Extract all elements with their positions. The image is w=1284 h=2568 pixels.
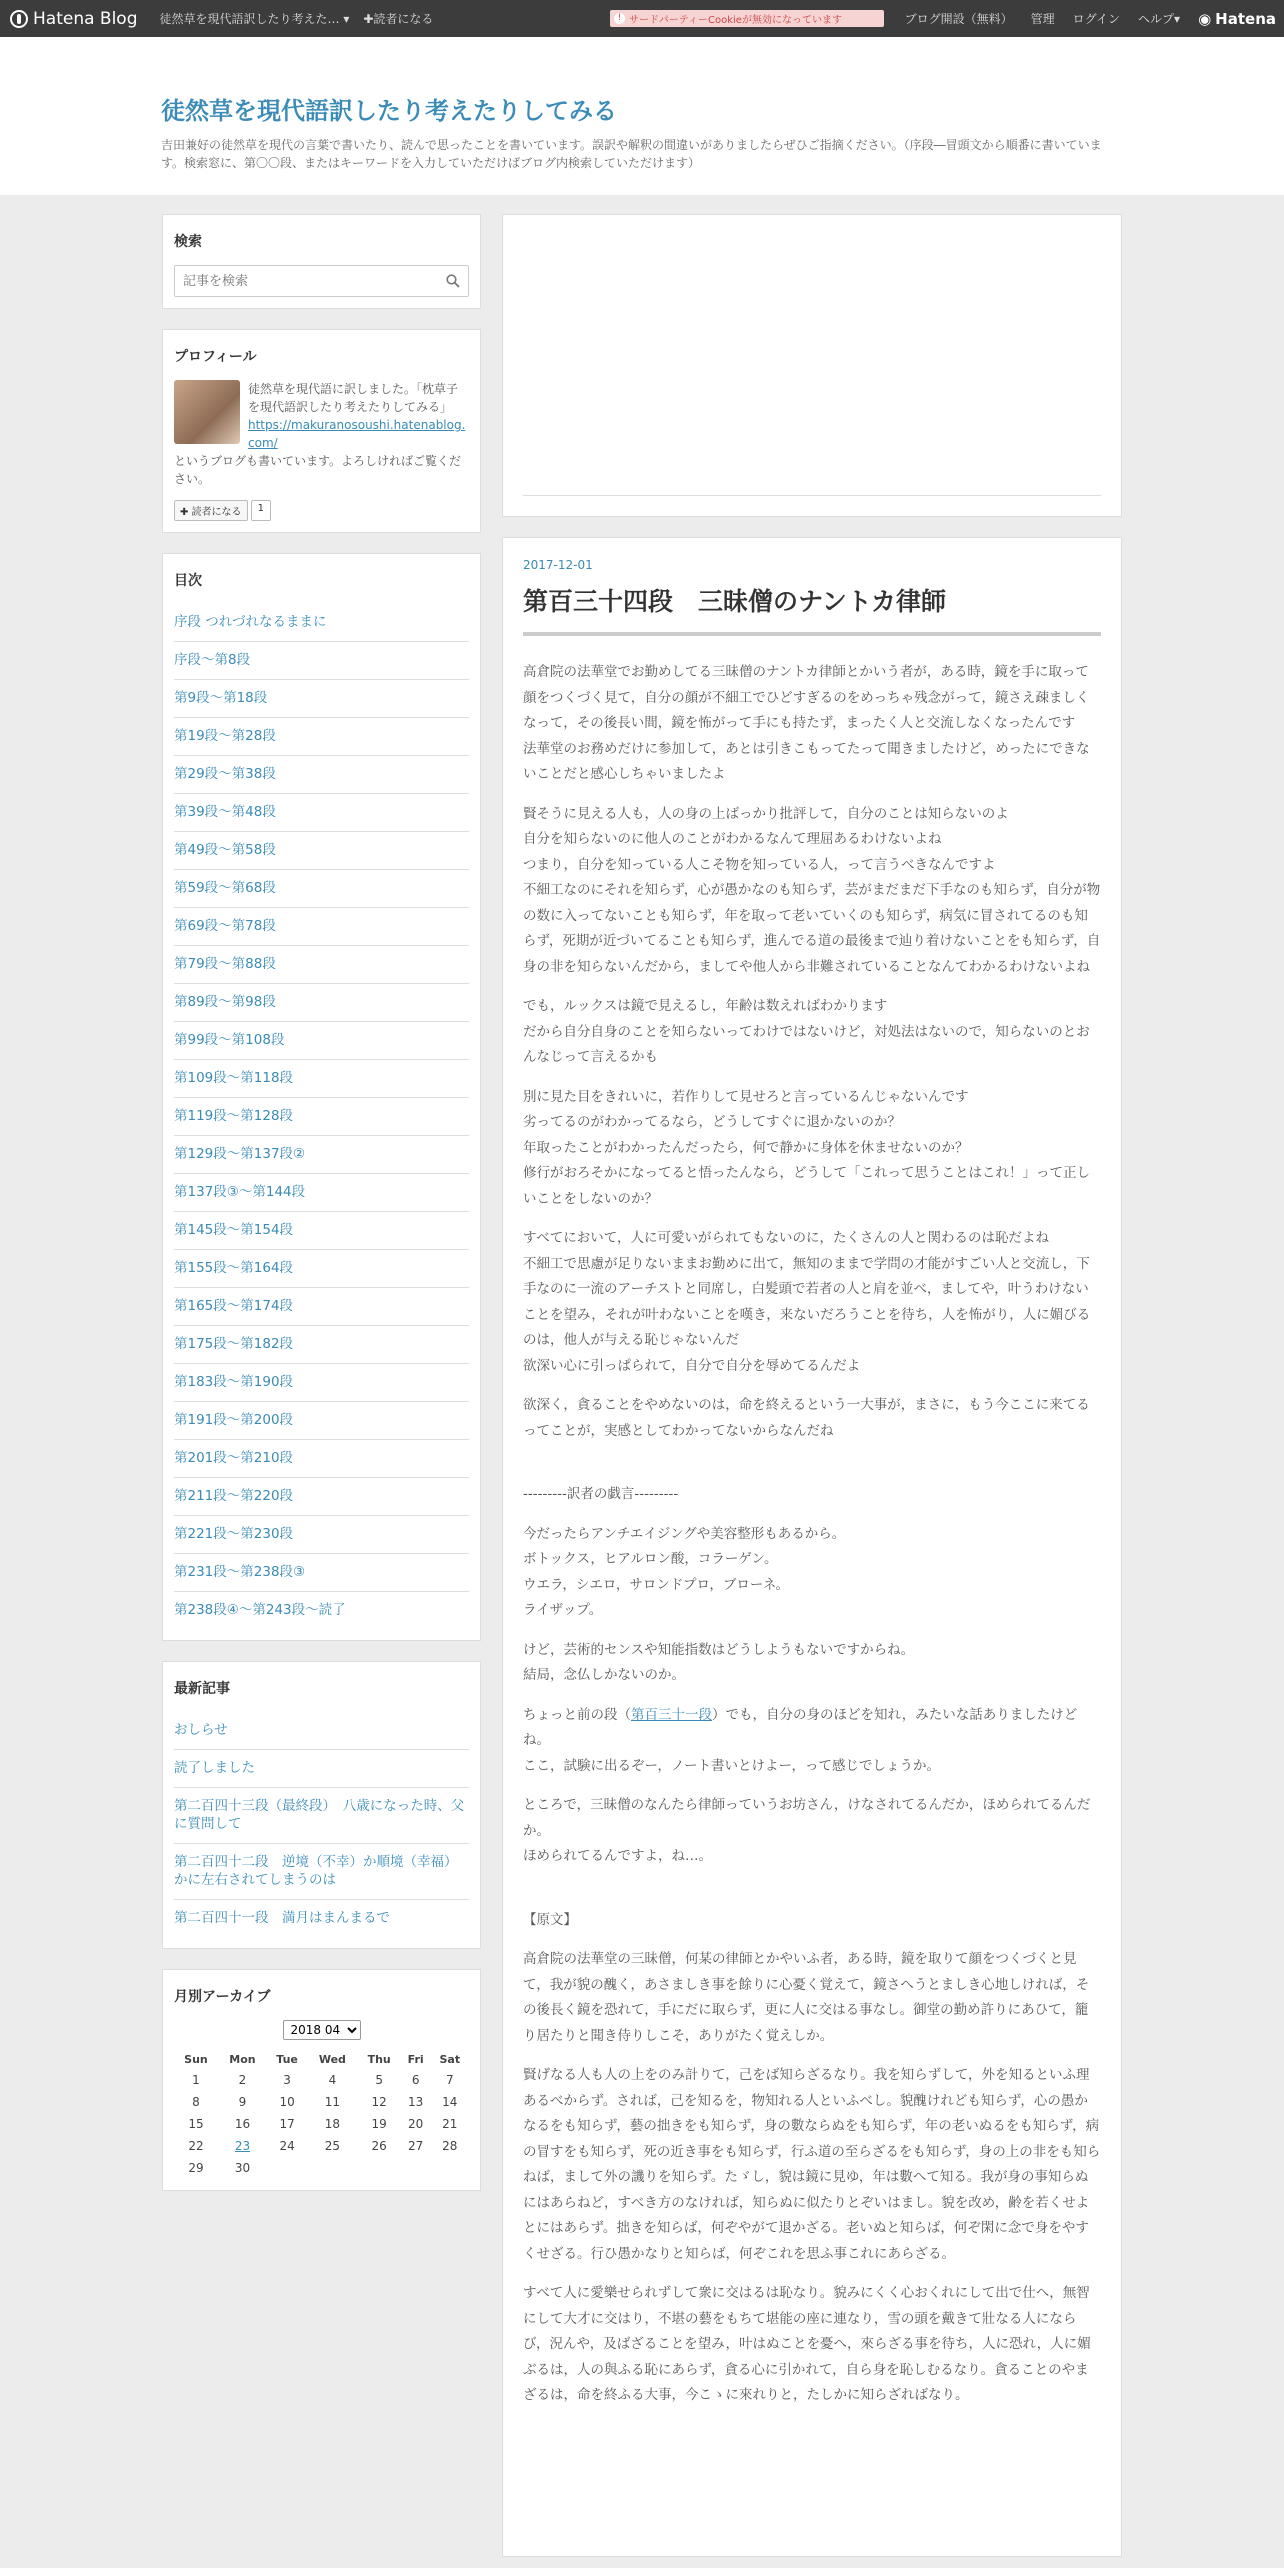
toc-link[interactable]: 第29段～第38段: [174, 766, 276, 782]
calendar-day: 1: [192, 2073, 200, 2087]
spacer: [523, 1458, 1101, 1482]
blog-description: 吉田兼好の徒然草を現代の言葉で書いたり、読んで思ったことを書いています。誤訳や解釈の間違いがありましたらぜひご指摘ください。（序段―冒頭文から順番に書いています。検索窓に、第〇〇段、またはキーワードを入力していただけばブログ内検索していただけます）: [161, 138, 1102, 170]
calendar-day: 9: [238, 2095, 247, 2109]
toc-link[interactable]: 第137段③～第144段: [174, 1184, 306, 1200]
toc-link[interactable]: 第211段～第220段: [174, 1488, 294, 1504]
calendar-day: 3: [283, 2073, 291, 2087]
toc-link[interactable]: 序段 つれづれなるままに: [174, 614, 327, 630]
calendar-weekday: Sat: [439, 2053, 461, 2066]
profile-text-extra: というブログも書いています。よろしければご覧ください。: [174, 454, 462, 486]
toc-item: [174, 1592, 469, 1629]
recent-item: [174, 1788, 469, 1844]
toc-link[interactable]: 第9段～第18段: [174, 690, 268, 706]
profile-text: 徒然草を現代語に訳しました。「枕草子を現代語訳したり考えたりしてみる」: [248, 382, 459, 414]
calendar-day: 8: [192, 2095, 200, 2109]
toc-item: [174, 908, 469, 946]
top-bar: [0, 0, 1284, 37]
calendar-weekday: Wed: [318, 2053, 346, 2066]
toc-item: [174, 1174, 469, 1212]
warning-icon: !: [614, 13, 625, 24]
spacer: [523, 1884, 1101, 1908]
calendar-day: 27: [408, 2139, 424, 2153]
ad-divider: [523, 495, 1101, 496]
calendar-day: 6: [411, 2073, 420, 2087]
entry-paragraph: 別に見た目をきれいに，若作りして見せろと言っているんじゃないんです 劣ってるのがわかってるなら，どうしてすぐに退かないのか？ 年取ったことがわかったんだったら，何で静かに身体を休ませないのか？ 修行がおろそかになってると悟ったんなら，どうして「これって思うことはこれ！」って正しいことをしないのか？: [523, 1088, 1090, 1207]
entry-paragraph: ちょっと前の段（第百三十一段）でも，自分の身のほどを知れ，みたいな話ありましたけどね。 ここ，試験に出るぞー，ノート書いとけよー，って感じでしょうか。: [523, 1706, 1078, 1774]
reader-button[interactable]: ✚ 読者になる: [174, 500, 248, 521]
calendar-day: 28: [442, 2139, 458, 2153]
cookie-notice[interactable]: ! サードパーティーCookieが無効になっています: [610, 10, 884, 27]
recent-heading: 最新記事: [174, 1681, 230, 1697]
search-module: [162, 214, 481, 309]
toc-link[interactable]: 第69段～第78段: [174, 918, 276, 934]
toc-item: [174, 1402, 469, 1440]
toc-link[interactable]: 第191段～第200段: [174, 1412, 294, 1428]
calendar-day: 13: [408, 2095, 424, 2109]
hatena-link[interactable]: ◉ Hatena: [1198, 9, 1276, 28]
toc-link[interactable]: 第129段～第137段②: [174, 1146, 306, 1162]
toc-item: [174, 718, 469, 756]
calendar-day: 5: [375, 2073, 383, 2087]
inline-entry-link[interactable]: 第百三十一段: [631, 1706, 712, 1723]
profile-module: [162, 329, 481, 533]
toc-item: [174, 604, 469, 642]
calendar-day: 19: [371, 2117, 387, 2131]
calendar-day: 29: [188, 2161, 204, 2175]
toc-link[interactable]: 第221段～第230段: [174, 1526, 294, 1542]
entry-title[interactable]: 第百三十四段 三昧僧のナントカ律師: [523, 582, 1101, 636]
brand-label: Hatena Blog: [33, 8, 138, 29]
toc-link[interactable]: 第49段～第58段: [174, 842, 276, 858]
recent-item: [174, 1900, 469, 1937]
calendar-weekday: Fri: [407, 2053, 424, 2066]
calendar-day: 7: [445, 2073, 454, 2087]
entry-paragraph: すべてにおいて，人に可愛いがられてもないのに，たくさんの人と関わるのは恥だよね 不細工で思慮が足りないままお勤めに出て，無知のままで学問の才能がすごい人と交流し，下手なのに一流のアーチストと同席し，白髪頭で若者の人と肩を並べ，ましてや，叶うわけないことを望み，それが叶わないことを嘆き，来ないだろうことを待ち，人を怖がり，人に媚びるのは，他人が与える恥じゃないんだ 欲深い心に引っぱられて，自分で自分を辱めてるんだよ: [523, 1230, 1091, 1374]
calendar-day: 16: [234, 2117, 251, 2131]
calendar-day: 18: [324, 2117, 341, 2131]
toc-link[interactable]: 第165段～第174段: [174, 1298, 294, 1314]
entry-paragraph: 賢そうに見える人も，人の身の上ばっかり批評して，自分のことは知らないのよ 自分を知らないのに他人のことがわかるなんて理屈あるわけないよね つまり，自分を知っている人こそ物を知っている人，って言うべきなんですよ 不細工なのにそれを知らず，心が愚かなのも知らず，芸がまだまだ下手なのも知らず，自分が物の数に入ってないことも知らず，年を取って老いていくのも知らず，病気に冒されてるのも知らず，死期が近づいてることも知らず，進んでる道の最後まで辿り着けないことをも知らず，自身の非を知らないんだから，ましてや他人から非難されていることなんてわかるわけないよね: [523, 805, 1101, 975]
calendar-day: 22: [188, 2139, 204, 2153]
topbar-right-menu: [905, 0, 1276, 37]
calendar-day: 17: [279, 2117, 295, 2131]
subscribe-button[interactable]: ✚読者になる: [363, 12, 434, 26]
toc-link[interactable]: 第99段～第108段: [174, 1032, 285, 1048]
recent-item: [174, 1750, 469, 1788]
toc-item: [174, 1516, 469, 1554]
toc-module: [162, 553, 481, 1641]
blog-name-menu[interactable]: 徒然草を現代語訳したり考えた… ▾: [159, 12, 350, 26]
toc-link[interactable]: 第145段～第154段: [174, 1222, 294, 1238]
toc-item: [174, 1554, 469, 1592]
calendar-day: 14: [442, 2095, 458, 2109]
search-icon[interactable]: [446, 274, 460, 288]
toc-list: [174, 604, 469, 1629]
toc-item: [174, 832, 469, 870]
calendar-day: 10: [279, 2095, 295, 2109]
calendar-day: [307, 2157, 357, 2179]
entry-paragraph: ところで，三昧僧のなんたら律師っていうお坊さん，けなされてるんだか，ほめられてるんだか。 ほめられてるんですよ，ね…。: [523, 1797, 1091, 1864]
toc-item: [174, 870, 469, 908]
toc-item: [174, 756, 469, 794]
calendar-day: [218, 2135, 267, 2157]
toc-link[interactable]: 第119段～第128段: [174, 1108, 294, 1124]
entry-paragraph: 【原文】: [523, 1911, 577, 1928]
toc-link[interactable]: 第109段～第118段: [174, 1070, 294, 1086]
search-box: [174, 265, 469, 297]
help-menu[interactable]: ヘルプ▾: [1138, 12, 1181, 26]
calendar-day: [401, 2157, 431, 2179]
profile-heading: プロフィール: [174, 349, 257, 365]
entry-paragraph: 欲深く，貪ることをやめないのは，命を終えるという一大事が，まさに，もう今ここに来てるってことが，実感としてわかってないからなんだね: [523, 1397, 1090, 1439]
blog-title[interactable]: 徒然草を現代語訳したり考えたりしてみる: [161, 97, 617, 125]
toc-item: [174, 1364, 469, 1402]
calendar-day: [358, 2157, 401, 2179]
calendar-weekday: Tue: [276, 2053, 298, 2066]
toc-item: [174, 1440, 469, 1478]
toc-link[interactable]: 第89段～第98段: [174, 994, 276, 1010]
recent-link[interactable]: 第二百四十一段 満月はまんまるで: [174, 1910, 390, 1926]
main-content: [502, 214, 1122, 2557]
recent-link[interactable]: おしらせ: [174, 1722, 228, 1738]
recent-link[interactable]: 第二百四十三段（最終段） 八歳になった時、父に質問して: [174, 1798, 465, 1832]
hatena-logo-icon: [10, 10, 28, 28]
archive-month-select[interactable]: [283, 2020, 361, 2040]
calendar-weekday: Sun: [184, 2053, 208, 2066]
calendar-day: 26: [371, 2139, 387, 2153]
reader-count[interactable]: 1: [251, 500, 271, 521]
toc-link[interactable]: 第59段～第68段: [174, 880, 276, 896]
calendar-day: 21: [442, 2117, 458, 2131]
toc-item: [174, 680, 469, 718]
toc-link[interactable]: 第175段～第182段: [174, 1336, 294, 1352]
blog-header: [0, 37, 1284, 195]
entry-paragraph: けど，芸術的センスや知能指数はどうしようもないですからね。 結局，念仏しかないのか。: [523, 1641, 915, 1683]
toc-link[interactable]: 第155段～第164段: [174, 1260, 294, 1276]
toc-item: [174, 1478, 469, 1516]
recent-item: [174, 1712, 469, 1750]
toc-item: [174, 642, 469, 680]
hatena-bird-icon: ◉: [1198, 9, 1212, 28]
toc-link[interactable]: 第231段～第238段③: [174, 1564, 306, 1580]
profile-link[interactable]: https://makuranosoushi.hatenablog.com/: [248, 418, 466, 450]
search-heading: 検索: [174, 234, 202, 250]
toc-link[interactable]: 第39段～第48段: [174, 804, 276, 820]
entry-paragraph: すべて人に愛樂せられずして衆に交はるは恥なり。貌みにくく心おくれにして出で仕へ，無智にして大才に交はり，不堪の藝をもちて堪能の座に連なり，雪の頭を戴きて壯なる人にならび，況んや，及ばざることを望み，叶はぬことを憂へ，來らざる事を待ち，人に恐れ，人に媚ぶるは，人の與ふる恥にあらず，貪る心に引かれて，自ら身を恥しむるなり。貪ることのやまざるは，命を終ふる大事，今こゝに來れりと，たしかに知らざればなり。: [523, 2285, 1091, 2403]
toc-item: [174, 1326, 469, 1364]
calendar-day: [431, 2157, 469, 2179]
calendar-day-link[interactable]: 23: [234, 2139, 251, 2153]
entry-paragraph: 高倉院の法華堂の三昧僧，何某の律師とかやいふ者，ある時，鏡を取りて顔をつくづくと見て，我が貌の醜く，あさましき事を餘りに心憂く覚えて，鏡さへうとましき心地しければ，その後長く鏡を恐れて，手にだに取らず，更に人に交はる事なし。御堂の勤め許りにあひて，籠り居たりと聞き侍りしこそ，ありがたく覚えしか。: [523, 1951, 1090, 2044]
recent-list: [174, 1712, 469, 1937]
calendar-day: 11: [324, 2095, 341, 2109]
toc-link[interactable]: 第201段～第210段: [174, 1450, 294, 1466]
recent-link[interactable]: 第二百四十二段 逆境（不幸）か順境（幸福）かに左右されてしまうのは: [174, 1854, 458, 1888]
calendar-day: 24: [279, 2139, 295, 2153]
calendar-weekday: Mon: [229, 2053, 256, 2066]
toc-item: [174, 1022, 469, 1060]
toc-item: [174, 946, 469, 984]
toc-link[interactable]: 第183段～第190段: [174, 1374, 294, 1390]
calendar-day: 25: [324, 2139, 341, 2153]
recent-item: [174, 1844, 469, 1900]
archive-module: [162, 1969, 481, 2191]
toc-item: [174, 1250, 469, 1288]
toc-item: [174, 1136, 469, 1174]
open-blog-link[interactable]: ブログ開設（無料）: [904, 12, 1013, 26]
calendar-day: 4: [328, 2073, 337, 2087]
calendar-day: 20: [408, 2117, 424, 2131]
avatar[interactable]: [174, 380, 240, 444]
login-link[interactable]: ログイン: [1072, 12, 1121, 26]
calendar-day: 12: [371, 2095, 387, 2109]
entry-paragraph: ---------訳者の戯言---------: [523, 1486, 679, 1502]
manage-link[interactable]: 管理: [1030, 12, 1055, 26]
calendar-day: 15: [188, 2117, 204, 2131]
entry-body: [523, 660, 1101, 2409]
entry-paragraph: 賢げなる人も人の上をのみ計りて，己をば知らざるなり。我を知らずして，外を知るといふ理あるべからず。されば，己を知るを，物知れる人といふべし。貌醜けれども知らず，心の愚かなるをも知らず，藝の拙きをも知らず，身の數ならぬをも知らず，年の老いぬるをも知らず，病の冒すをも知らず，死の近き事をも知らず，行ふ道の至らざるをも知らず，身の上の非をも知らねば，まして外の譏りを知らず。たゞし，貌は鏡に見ゆ，年は數へて知る。我が身の事知らぬにはあらねど，すべき方のなければ，知らぬに似たりとぞいはまし。貌を改め，齢を若くせよとにはあらず。拙きを知らば，何ぞやがて退かざる。老いぬと知らば，何ぞ閑に念で身をやすくせざる。行ひ愚かなりと知らば，何ぞこれを思ふ事これにあらざる。: [523, 2067, 1101, 2262]
entry-paragraph: 高倉院の法華堂でお勤めしてる三昧僧のナントカ律師とかいう者が，ある時，鏡を手に取って顔をつくづく見て，自分の顔が不細工でひどすぎるのをめっちゃ残念がって，鏡さえ疎ましくなって，その後長い間，鏡を怖がって手にも持たず，まったく人と交流しなくなったんです 法華堂のお務めだけに参加して，あとは引きこもってたって聞きましたけど，めったにできないことだと感心しちゃいましたよ: [523, 664, 1090, 782]
archive-heading: 月別アーカイブ: [174, 1989, 271, 2005]
toc-item: [174, 794, 469, 832]
toc-link[interactable]: 序段～第8段: [174, 652, 251, 668]
hatena-blog-logo[interactable]: [10, 9, 138, 29]
entry-paragraph: でも，ルックスは鏡で見えるし，年齢は数えればわかります だから自分自身のことを知らないってわけではないけど，対処法はないので，知らないのとおんなじって言えるかも: [523, 998, 1090, 1065]
archive-calendar: [174, 2050, 469, 2179]
recent-link[interactable]: 読了しました: [174, 1760, 255, 1776]
search-input[interactable]: [175, 266, 468, 296]
toc-item: [174, 984, 469, 1022]
entry: [502, 537, 1122, 2557]
toc-heading: 目次: [174, 573, 202, 589]
calendar-day: [267, 2157, 307, 2179]
recent-module: [162, 1661, 481, 1949]
entry-date[interactable]: 2017-12-01: [523, 558, 593, 572]
toc-item: [174, 1288, 469, 1326]
calendar-day: 30: [234, 2161, 251, 2175]
entry-paragraph: 今だったらアンチエイジングや美容整形もあるから。 ボトックス，ヒアルロン酸，コラーゲン。 ウエラ，シエロ，サロンドプロ，ブローネ。 ライザップ。: [523, 1525, 846, 1618]
calendar-day: 2: [238, 2073, 247, 2087]
toc-item: [174, 1060, 469, 1098]
toc-link[interactable]: 第238段④～第243段～読了: [174, 1602, 346, 1618]
toc-link[interactable]: 第79段～第88段: [174, 956, 276, 972]
sidebar: [162, 214, 481, 2211]
ad-box: [502, 214, 1122, 517]
calendar-weekday: Thu: [367, 2053, 391, 2066]
toc-item: [174, 1098, 469, 1136]
toc-link[interactable]: 第19段～第28段: [174, 728, 276, 744]
toc-item: [174, 1212, 469, 1250]
